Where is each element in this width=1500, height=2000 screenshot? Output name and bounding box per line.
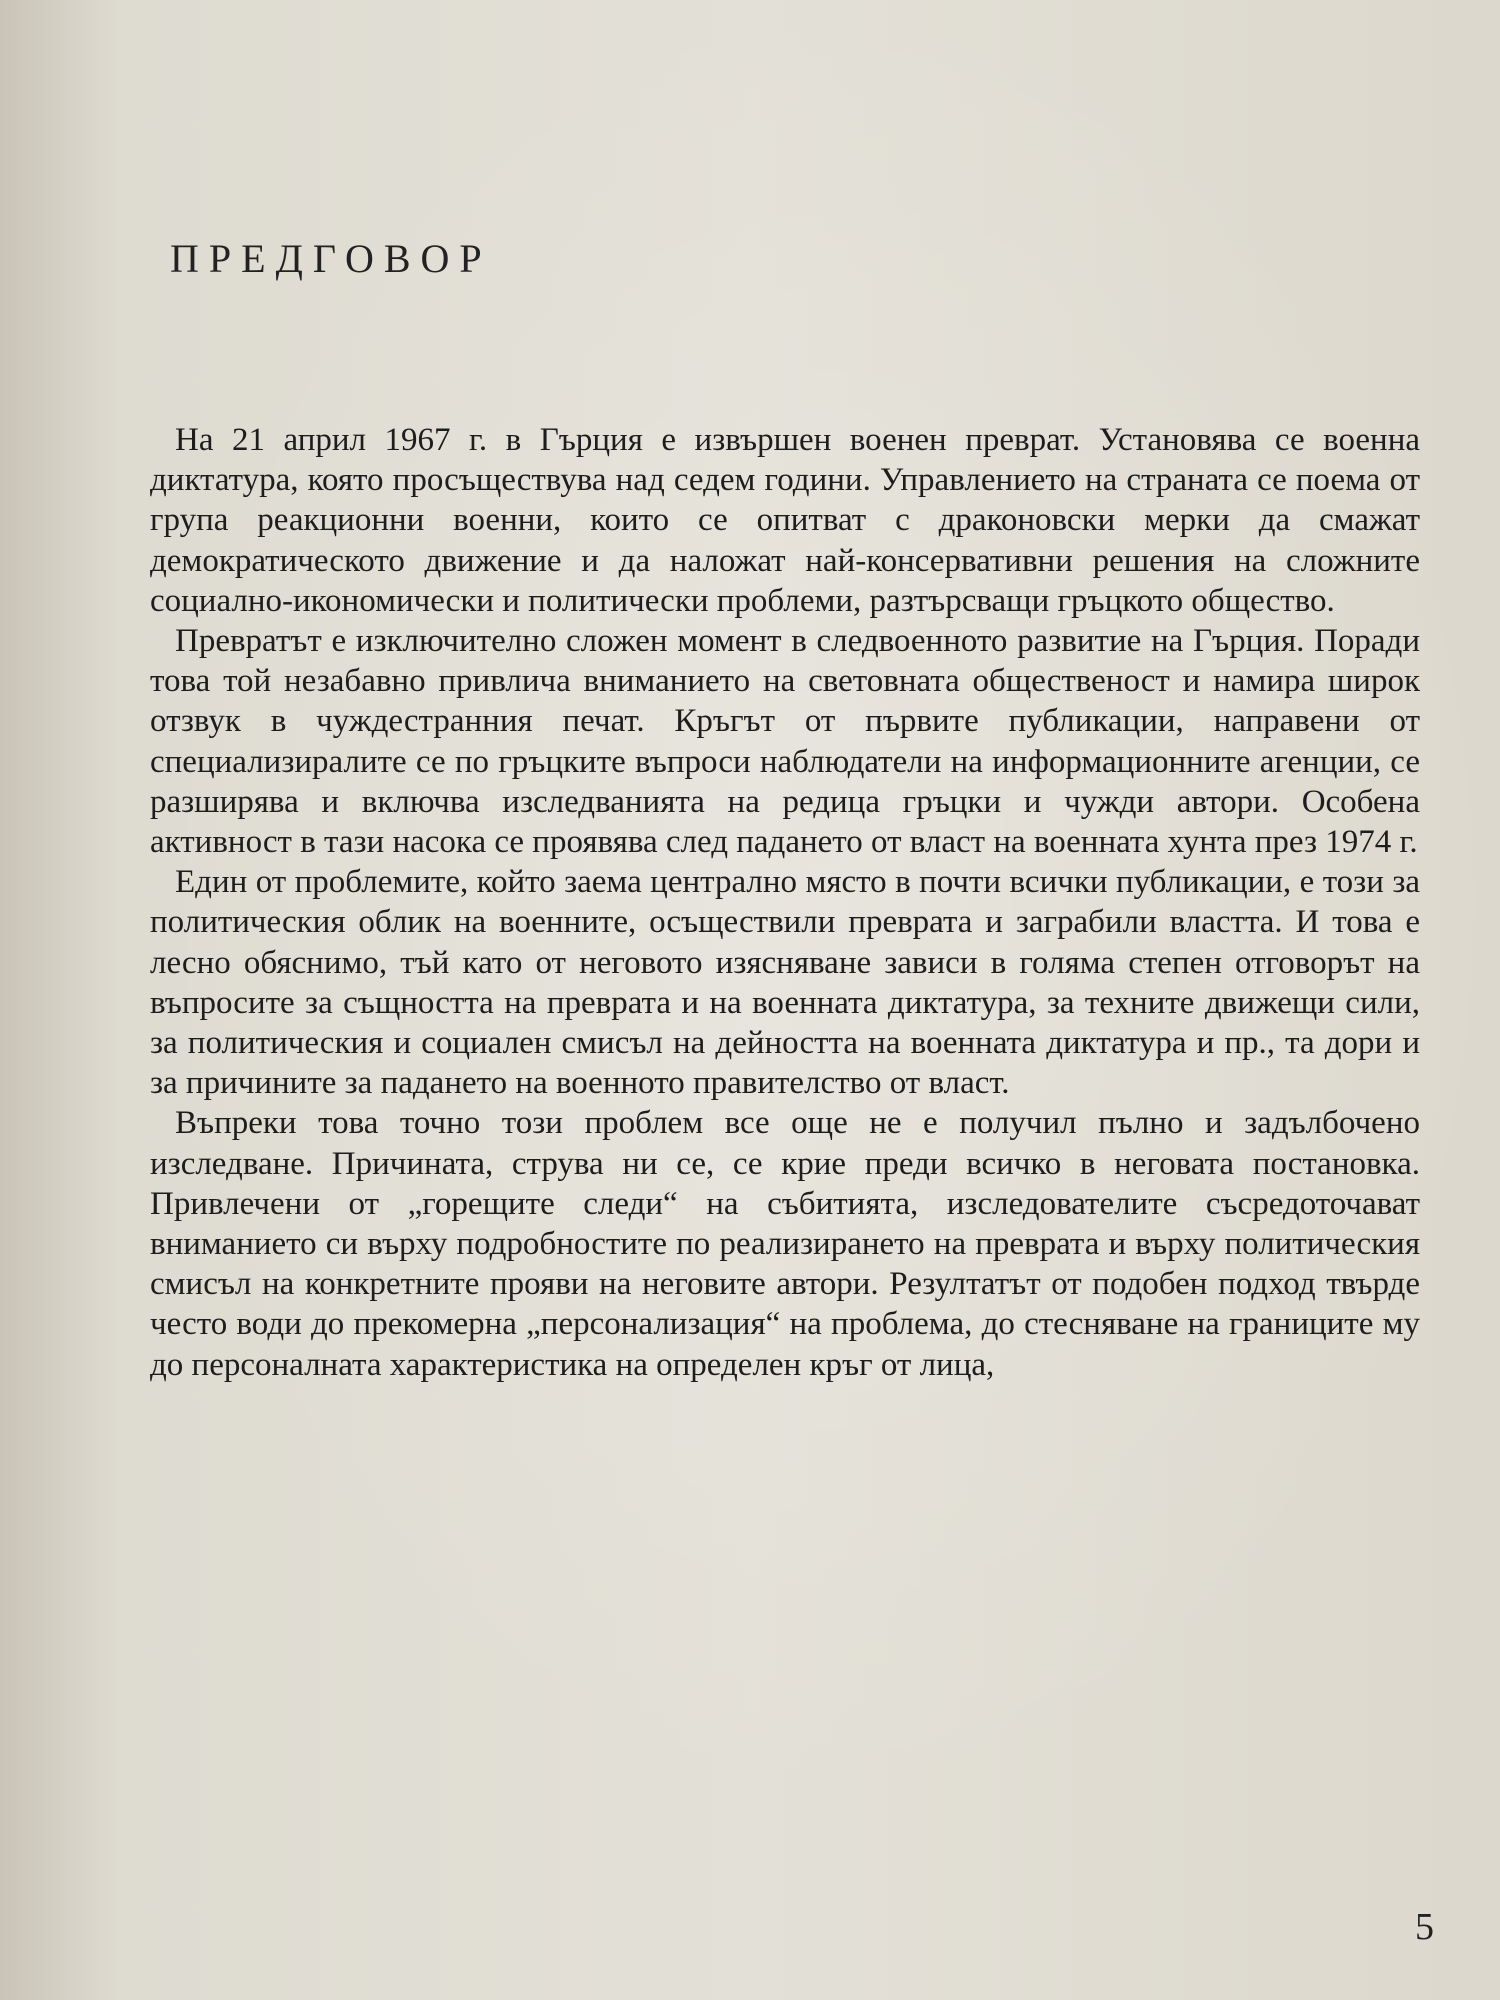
body-text — [150, 420, 1420, 1385]
paragraph-1: На 21 април 1967 г. в Гърция е извършен военен преврат. Установява се военна диктатура, която просъществува над седем години. Управлението на страната се поема от група реакционни военни, които се опитват с драконовски мерки да смажат демократическото движение и да наложат най-консервативни решения на сложните социално-икономически и политически проблеми, разтърсващи гръцкото общество. — [150, 422, 1420, 619]
paragraph-3: Един от проблемите, който заема централно място в почти всички публикации, е този за политическия облик на военните, осъществили преврата и заграбили властта. И това е лесно обяснимо, тъй като от неговото изясняване зависи в голяма степен отговорът на въпросите за същността на преврата и на военната диктатура, за техните движещи сили, за политическия и социален смисъл на дейността на военната диктатура и пр., та дори и за причините за падането на военното правителство от власт. — [150, 864, 1420, 1102]
page-number: 5 — [1415, 1906, 1434, 1948]
paragraph-4: Въпреки това точно този проблем все още не е получил пълно и задълбочено изследване. Причината, струва ни се, се крие преди всичко в неговата постановка. Привлечени от „горещите следи“ на събитията, изследователите съсредоточават вниманието си върху подробностите по реализирането на преврата и върху политическия смисъл на конкретните прояви на неговите автори. Резултатът от подобен подход твърде често води до прекомерна „персонализация“ на проблема, до стесняване на границите му до персоналната характеристика на определен кръг от лица, — [150, 1105, 1420, 1383]
paragraph-2: Превратът е изключително сложен момент в следвоенното развитие на Гърция. Поради това той незабавно привлича вниманието на световната общественост и намира широк отзвук в чуждестранния печат. Кръгът от първите публикации, направени от специализиралите се по гръцките въпроси наблюдатели на информационните агенции, се разширява и включва изследванията на редица гръцки и чужди автори. Особена активност в тази насока се проявява след падането от власт на военната хунта през 1974 г. — [150, 623, 1420, 861]
page-heading: ПРЕДГОВОР — [170, 236, 492, 281]
